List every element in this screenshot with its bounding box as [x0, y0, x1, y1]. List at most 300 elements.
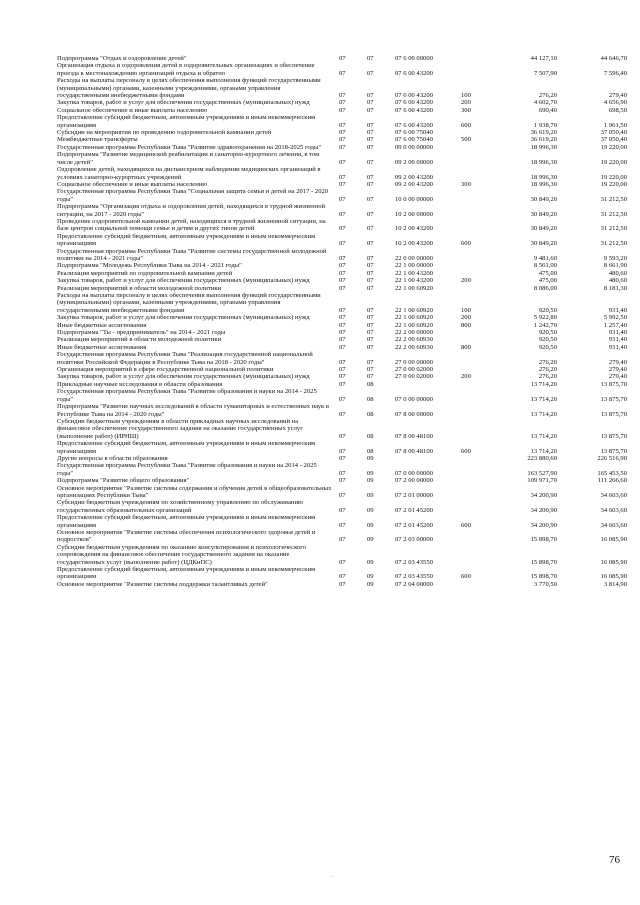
amount-year2-cell: 7 596,40	[603, 69, 627, 77]
row-name-cell: Организация мероприятий в сфере государственной национальной политики	[57, 366, 274, 374]
table-row	[57, 248, 627, 263]
section-code-cell: 07	[339, 129, 346, 137]
expense-type-cell	[461, 403, 493, 418]
row-name-cell: Предоставление субсидий бюджетным, автономным учреждениям и иным некоммерческим организациям	[57, 114, 316, 129]
amount-year1-cell: 30 849,20	[530, 210, 557, 218]
section-code-cell: 07	[339, 329, 346, 337]
section-code-cell: 07	[339, 447, 346, 455]
section-code-cell: 07	[339, 262, 346, 270]
subsection-code-cell: 09	[367, 580, 374, 588]
section-code-cell: 07	[339, 477, 346, 485]
table-row	[57, 462, 627, 477]
amount-year1-cell: 34 200,90	[530, 491, 557, 499]
amount-year2-cell: 31 212,50	[600, 210, 627, 218]
row-name-cell: Закупка товаров, работ и услуг для обеспечения государственных (муниципальных) нужд	[57, 277, 310, 285]
subsection-code-cell: 09	[367, 573, 374, 581]
expense-type-cell	[461, 499, 493, 514]
target-article-cell: 07 6 00 75040	[395, 136, 433, 144]
amount-year2-cell: 16 085,90	[600, 573, 627, 581]
amount-year1-cell: 475,00	[538, 269, 557, 277]
row-name-cell: Прикладные научные исследования в области образования	[57, 380, 223, 388]
section-code-cell: 07	[339, 277, 346, 285]
subsection-code-cell: 08	[367, 395, 374, 403]
table-row	[57, 277, 627, 284]
target-article-cell: 07 2 03 00000	[395, 536, 433, 544]
amount-year1-cell: 1 242,70	[533, 321, 557, 329]
row-name-cell: Субсидии на мероприятия по проведению оздоровительной кампании детей	[57, 129, 272, 137]
target-article-cell: 07 2 04 00000	[395, 580, 433, 588]
subsection-code-cell: 08	[367, 410, 374, 418]
row-name-cell: Закупка товаров, работ и услуг для обеспечения государственных (муниципальных) нужд	[57, 99, 310, 107]
target-article-cell: 07 8 00 48100	[395, 432, 433, 440]
amount-year1-cell: 18 996,30	[530, 173, 557, 181]
section-code-cell: 07	[339, 284, 346, 292]
table-row	[57, 136, 627, 143]
target-article-cell: 07 0 00 00000	[395, 395, 433, 403]
section-code-cell: 07	[339, 99, 346, 107]
amount-year2-cell: 19 220,00	[600, 180, 627, 188]
table-row	[57, 477, 627, 484]
table-row	[57, 203, 627, 218]
target-article-cell: 07 2 01 00000	[395, 491, 433, 499]
amount-year1-cell: 920,50	[538, 306, 557, 314]
table-row	[57, 270, 627, 277]
table-row	[57, 188, 627, 203]
target-article-cell: 07 0 00 00000	[395, 469, 433, 477]
row-name-cell: Межбюджетные трансферты	[57, 136, 138, 144]
amount-year1-cell: 18 996,30	[530, 143, 557, 151]
expense-type-cell	[461, 462, 493, 477]
amount-year1-cell: 276,20	[538, 373, 557, 381]
expense-type-cell	[461, 62, 493, 77]
target-article-cell: 07 6 00 43200	[395, 106, 433, 114]
amount-year1-cell: 920,50	[538, 329, 557, 337]
amount-year1-cell: 475,00	[538, 277, 557, 285]
amount-year2-cell: 37 050,40	[600, 136, 627, 144]
target-article-cell: 22 0 00 00000	[395, 254, 433, 262]
row-name-cell: Подпрограмма "Организация отдыха и оздоровления детей, находящихся в трудной жизненной ситуации, на 2017 - 2020 годы"	[57, 203, 326, 218]
target-article-cell: 27 0 00 02000	[395, 366, 433, 374]
target-article-cell: 07 2 01 45200	[395, 521, 433, 529]
row-name-cell: Основное мероприятие "Развитие системы обеспечения психологического здоровья детей и подростков"	[57, 529, 316, 544]
expense-type-cell: 600	[461, 121, 471, 129]
amount-year2-cell: 1 961,50	[603, 121, 627, 129]
expense-type-cell: 800	[461, 321, 471, 329]
expense-type-cell: 200	[461, 314, 471, 322]
expense-type-cell	[461, 144, 493, 151]
table-row	[57, 285, 627, 292]
expense-type-cell: 100	[461, 306, 471, 314]
target-article-cell: 07 8 00 48100	[395, 447, 433, 455]
amount-year1-cell: 13 714,20	[530, 380, 557, 388]
expense-type-cell	[461, 285, 493, 292]
table-row	[57, 322, 627, 329]
section-code-cell: 07	[339, 395, 346, 403]
amount-year2-cell: 9 593,20	[603, 254, 627, 262]
section-code-cell: 07	[339, 254, 346, 262]
amount-year1-cell: 30 849,20	[530, 225, 557, 233]
row-name-cell: Субсидии бюджетным учреждениям по оказанию консультирования и психологического сопровождения на финансовое обеспечение государственного задания на оказание государственных услуг (выполнение работ) (ЦДКиПС)	[57, 543, 307, 566]
row-name-cell: Реализация мероприятий по оздоровительной кампании детей	[57, 269, 233, 277]
table-row	[57, 581, 627, 588]
target-article-cell: 22 2 00 60930	[395, 336, 433, 344]
table-row	[57, 62, 627, 77]
subsection-code-cell: 07	[367, 321, 374, 329]
table-row	[57, 292, 627, 314]
table-row	[57, 262, 627, 269]
subsection-code-cell: 08	[367, 380, 374, 388]
section-code-cell: 07	[339, 269, 346, 277]
row-name-cell: Подпрограмма "Молодежь Республики Тыва на 2014 - 2021 годы"	[57, 262, 242, 270]
target-article-cell: 09 2 00 43200	[395, 180, 433, 188]
amount-year1-cell: 13 714,20	[530, 395, 557, 403]
table-row	[57, 181, 627, 188]
section-code-cell: 07	[339, 180, 346, 188]
row-name-cell: Закупка товаров, работ и услуг для обеспечения государственных (муниципальных) нужд	[57, 373, 310, 381]
table-row	[57, 107, 627, 114]
section-code-cell: 07	[339, 136, 346, 144]
amount-year1-cell: 30 849,20	[530, 240, 557, 248]
subsection-code-cell: 07	[367, 306, 374, 314]
amount-year1-cell: 1 938,70	[533, 121, 557, 129]
table-row	[57, 99, 627, 106]
amount-year2-cell: 37 050,40	[600, 129, 627, 137]
target-article-cell: 27 0 00 00000	[395, 358, 433, 366]
amount-year1-cell: 109 971,70	[527, 477, 557, 485]
subsection-code-cell: 07	[367, 240, 374, 248]
amount-year1-cell: 30 849,20	[530, 195, 557, 203]
subsection-code-cell: 07	[367, 129, 374, 137]
expense-type-cell	[461, 203, 493, 218]
section-code-cell: 07	[339, 573, 346, 581]
expense-type-cell	[461, 388, 493, 403]
amount-year2-cell: 31 212,50	[600, 195, 627, 203]
amount-year2-cell: 13 875,70	[600, 380, 627, 388]
section-code-cell: 07	[339, 306, 346, 314]
subsection-code-cell: 09	[367, 469, 374, 477]
amount-year2-cell: 279,40	[608, 92, 627, 100]
target-article-cell: 22 1 00 60920	[395, 321, 433, 329]
amount-year2-cell: 34 603,60	[600, 506, 627, 514]
section-code-cell: 07	[339, 210, 346, 218]
expense-type-cell: 800	[461, 343, 471, 351]
section-code-cell: 07	[339, 358, 346, 366]
amount-year2-cell: 13 875,70	[600, 432, 627, 440]
section-code-cell: 07	[339, 580, 346, 588]
subsection-code-cell: 07	[367, 277, 374, 285]
expense-type-cell: 300	[461, 106, 471, 114]
expense-type-cell	[461, 485, 493, 500]
table-row	[57, 336, 627, 343]
subsection-code-cell: 07	[367, 158, 374, 166]
amount-year2-cell: 165 453,50	[597, 469, 627, 477]
section-code-cell: 07	[339, 195, 346, 203]
page-number: 76	[609, 854, 620, 866]
section-code-cell: 07	[339, 558, 346, 566]
section-code-cell: 07	[339, 121, 346, 129]
section-code-cell: 07	[339, 240, 346, 248]
amount-year2-cell: 44 646,70	[600, 55, 627, 62]
expense-type-cell	[461, 218, 493, 233]
expense-type-cell	[461, 529, 493, 544]
table-row	[57, 388, 627, 403]
amount-year1-cell: 36 619,20	[530, 136, 557, 144]
target-article-cell: 10 2 00 43200	[395, 240, 433, 248]
target-article-cell: 22 1 00 60920	[395, 284, 433, 292]
table-row	[57, 366, 627, 373]
amount-year2-cell: 279,40	[608, 366, 627, 374]
expense-type-cell: 600	[461, 521, 471, 529]
amount-year1-cell: 7 507,90	[533, 69, 557, 77]
subsection-code-cell: 07	[367, 343, 374, 351]
amount-year1-cell: 920,50	[538, 336, 557, 344]
subsection-code-cell: 09	[367, 521, 374, 529]
amount-year2-cell: 480,60	[608, 269, 627, 277]
table-row	[57, 440, 627, 455]
subsection-code-cell: 07	[367, 106, 374, 114]
amount-year2-cell: 8 181,30	[603, 284, 627, 292]
amount-year1-cell: 34 200,90	[530, 506, 557, 514]
subsection-code-cell: 07	[367, 358, 374, 366]
row-name-cell: Иные бюджетные ассигнования	[57, 343, 147, 351]
amount-year1-cell: 5 922,80	[533, 314, 557, 322]
subsection-code-cell: 07	[367, 180, 374, 188]
table-row	[57, 218, 627, 233]
expense-type-cell: 600	[461, 447, 471, 455]
expense-type-cell	[461, 329, 493, 336]
table-row	[57, 514, 627, 529]
target-article-cell: 22 1 00 60920	[395, 314, 433, 322]
budget-table	[57, 55, 627, 588]
row-name-cell: Государственная программа Республики Тыва "Развитие образования и науки на 2014 - 2025 годы"	[57, 462, 317, 477]
amount-year2-cell: 16 085,90	[600, 536, 627, 544]
subsection-code-cell: 07	[367, 225, 374, 233]
amount-year2-cell: 34 603,60	[600, 521, 627, 529]
amount-year1-cell: 44 127,10	[530, 55, 557, 62]
expense-type-cell	[461, 544, 493, 566]
amount-year2-cell: 31 212,50	[600, 225, 627, 233]
amount-year1-cell: 3 770,50	[533, 580, 557, 588]
amount-year1-cell: 15 898,70	[530, 573, 557, 581]
expense-type-cell	[461, 477, 493, 484]
row-name-cell: Субсидии бюджетным учреждениям по хозяйственному управлению по обслуживанию государственных образовательных организаций	[57, 499, 303, 514]
subsection-code-cell: 07	[367, 121, 374, 129]
target-article-cell: 22 2 00 00000	[395, 329, 433, 337]
amount-year2-cell: 279,40	[608, 358, 627, 366]
target-article-cell: 10 2 00 43200	[395, 225, 433, 233]
row-name-cell: Основное мероприятие "Развитие системы содержания и обучения детей в общеобразовательных организациях Республики Тыва"	[57, 484, 332, 499]
expense-type-cell	[461, 55, 493, 62]
amount-year1-cell: 223 880,60	[527, 454, 557, 462]
row-name-cell: Другие вопросы в области образования	[57, 454, 168, 462]
expense-type-cell	[461, 166, 493, 181]
table-row	[57, 373, 627, 380]
amount-year2-cell: 931,40	[608, 329, 627, 337]
row-name-cell: Подпрограмма "Развитие научных исследований в области гуманитарных и естественных наук в Республике Тыва на 2014 - 2020 годы"	[57, 403, 330, 418]
section-code-cell: 07	[339, 432, 346, 440]
expense-type-cell: 200	[461, 99, 471, 107]
target-article-cell: 07 8 00 00000	[395, 410, 433, 418]
subsection-code-cell: 07	[367, 136, 374, 144]
expense-type-cell	[461, 151, 493, 166]
row-name-cell: Оздоровление детей, находящихся на диспансерном наблюдении медицинских организаций в условиях санаторно-курортных учреждений	[57, 166, 321, 181]
section-code-cell: 07	[339, 225, 346, 233]
amount-year2-cell: 226 516,90	[597, 454, 627, 462]
subsection-code-cell: 07	[367, 314, 374, 322]
subsection-code-cell: 08	[367, 432, 374, 440]
subsection-code-cell: 07	[367, 210, 374, 218]
subsection-code-cell: 09	[367, 506, 374, 514]
amount-year1-cell: 13 714,20	[530, 447, 557, 455]
target-article-cell: 22 1 00 00000	[395, 262, 433, 270]
section-code-cell: 07	[339, 491, 346, 499]
table-row	[57, 529, 627, 544]
amount-year2-cell: 4 656,90	[603, 99, 627, 107]
section-code-cell: 07	[339, 336, 346, 344]
section-code-cell: 07	[339, 454, 346, 462]
section-code-cell: 07	[339, 343, 346, 351]
subsection-code-cell: 07	[367, 92, 374, 100]
target-article-cell: 07 6 00 43200	[395, 92, 433, 100]
amount-year2-cell: 19 220,00	[600, 143, 627, 151]
row-name-cell: Социальное обеспечение и иные выплаты населению	[57, 106, 208, 114]
section-code-cell: 07	[339, 158, 346, 166]
expense-type-cell: 100	[461, 92, 471, 100]
amount-year1-cell: 690,40	[538, 106, 557, 114]
amount-year1-cell: 36 619,20	[530, 129, 557, 137]
amount-year2-cell: 34 603,60	[600, 491, 627, 499]
expense-type-cell	[461, 270, 493, 277]
row-name-cell: Подпрограмма "Развитие общего образования"	[57, 477, 190, 485]
amount-year1-cell: 18 996,30	[530, 180, 557, 188]
table-row	[57, 566, 627, 581]
row-name-cell: Предоставление субсидий бюджетным, автономным учреждениям и иным некоммерческим организациям	[57, 440, 316, 455]
table-row	[57, 151, 627, 166]
subsection-code-cell: 07	[367, 195, 374, 203]
amount-year1-cell: 15 898,70	[530, 536, 557, 544]
expense-type-cell	[461, 581, 493, 588]
target-article-cell: 07 2 00 00000	[395, 477, 433, 485]
footer-mark: .	[331, 873, 333, 879]
amount-year2-cell: 8 661,90	[603, 262, 627, 270]
subsection-code-cell: 09	[367, 491, 374, 499]
row-name-cell: Государственная программа Республики Тыва "Реализация государственной национальной политики Российской Федерации в Республике Тыва на 2018 - 2020 годы"	[57, 351, 313, 366]
subsection-code-cell: 07	[367, 55, 374, 62]
section-code-cell: 07	[339, 373, 346, 381]
amount-year2-cell: 931,40	[608, 306, 627, 314]
row-name-cell: Расходы на выплаты персоналу в целях обеспечения выполнения функций государственными (муниципальными) органами, казенными учреждениями, органами управления государственными внебюджетными фондами	[57, 77, 321, 100]
table-row	[57, 499, 627, 514]
target-article-cell: 07 6 00 43200	[395, 69, 433, 77]
table-row	[57, 455, 627, 462]
table-row	[57, 314, 627, 321]
table-row	[57, 55, 627, 62]
subsection-code-cell: 07	[367, 262, 374, 270]
table-row	[57, 485, 627, 500]
amount-year1-cell: 13 714,20	[530, 432, 557, 440]
budget-table-body	[57, 55, 627, 588]
section-code-cell: 07	[339, 506, 346, 514]
expense-type-cell: 200	[461, 277, 471, 285]
table-row	[57, 144, 627, 151]
amount-year1-cell: 276,20	[538, 92, 557, 100]
amount-year1-cell: 34 200,90	[530, 521, 557, 529]
row-name-cell: Иные бюджетные ассигнования	[57, 321, 147, 329]
table-row	[57, 351, 627, 366]
expense-type-cell: 600	[461, 573, 471, 581]
table-row	[57, 233, 627, 248]
expense-type-cell	[461, 336, 493, 343]
amount-year2-cell: 19 220,00	[600, 158, 627, 166]
row-name-cell: Предоставление субсидий бюджетным, автономным учреждениям и иным некоммерческим организациям	[57, 232, 316, 248]
amount-year2-cell: 279,40	[608, 373, 627, 381]
row-name-cell: Организация отдыха и оздоровления детей в оздоровительных организациях и обеспечение проезда к местонахождению организаций отдыха и обратно	[57, 62, 315, 77]
table-row	[57, 544, 627, 566]
section-code-cell: 07	[339, 536, 346, 544]
table-row	[57, 381, 627, 388]
table-row	[57, 129, 627, 136]
section-code-cell: 07	[339, 521, 346, 529]
subsection-code-cell: 07	[367, 366, 374, 374]
section-code-cell: 07	[339, 92, 346, 100]
amount-year2-cell: 3 814,90	[603, 580, 627, 588]
table-row	[57, 418, 627, 440]
row-name-cell: Основное мероприятие "Развитие системы поддержки талантливых детей"	[57, 580, 268, 588]
amount-year1-cell: 920,50	[538, 343, 557, 351]
target-article-cell	[395, 381, 461, 388]
table-row	[57, 77, 627, 99]
row-name-cell: Реализация мероприятий в области молодежной политики	[57, 284, 222, 292]
row-name-cell: Подпрограмма "Ты - предприниматель" на 2014 - 2021 годы	[57, 329, 226, 337]
section-code-cell: 07	[339, 366, 346, 374]
amount-year2-cell: 5 992,50	[603, 314, 627, 322]
subsection-code-cell: 08	[367, 447, 374, 455]
target-article-cell: 07 6 00 43200	[395, 121, 433, 129]
row-name-cell: Государственная программа Республики Тыва "Развитие системы государственной молодежной политики на 2014 - 2021 годы"	[57, 247, 327, 262]
row-name-cell: Предоставление субсидий бюджетным, автономным учреждениям и иным некоммерческим организациям	[57, 566, 316, 581]
target-article-cell	[395, 455, 461, 462]
target-article-cell: 07 6 00 75040	[395, 129, 433, 137]
amount-year1-cell: 163 527,90	[527, 469, 557, 477]
amount-year2-cell: 13 875,70	[600, 395, 627, 403]
target-article-cell: 22 2 00 60930	[395, 343, 433, 351]
target-article-cell: 22 1 00 43200	[395, 277, 433, 285]
amount-year2-cell: 931,40	[608, 343, 627, 351]
subsection-code-cell: 07	[367, 269, 374, 277]
subsection-code-cell: 07	[367, 99, 374, 107]
subsection-code-cell: 07	[367, 329, 374, 337]
section-code-cell: 07	[339, 410, 346, 418]
target-article-cell: 09 2 00 00000	[395, 158, 433, 166]
expense-type-cell	[461, 351, 493, 366]
target-article-cell: 22 1 00 60920	[395, 306, 433, 314]
amount-year2-cell: 480,60	[608, 277, 627, 285]
amount-year2-cell: 16 085,90	[600, 558, 627, 566]
table-row	[57, 166, 627, 181]
expense-type-cell	[461, 129, 493, 136]
amount-year1-cell: 276,20	[538, 358, 557, 366]
section-code-cell: 07	[339, 69, 346, 77]
subsection-code-cell: 07	[367, 284, 374, 292]
amount-year2-cell: 1 257,40	[603, 321, 627, 329]
section-code-cell: 07	[339, 321, 346, 329]
amount-year2-cell: 13 875,70	[600, 410, 627, 418]
row-name-cell: Социальное обеспечение и иные выплаты населению	[57, 180, 208, 188]
expense-type-cell	[461, 366, 493, 373]
amount-year2-cell: 31 212,50	[600, 240, 627, 248]
section-code-cell: 07	[339, 380, 346, 388]
expense-type-cell	[461, 381, 493, 388]
